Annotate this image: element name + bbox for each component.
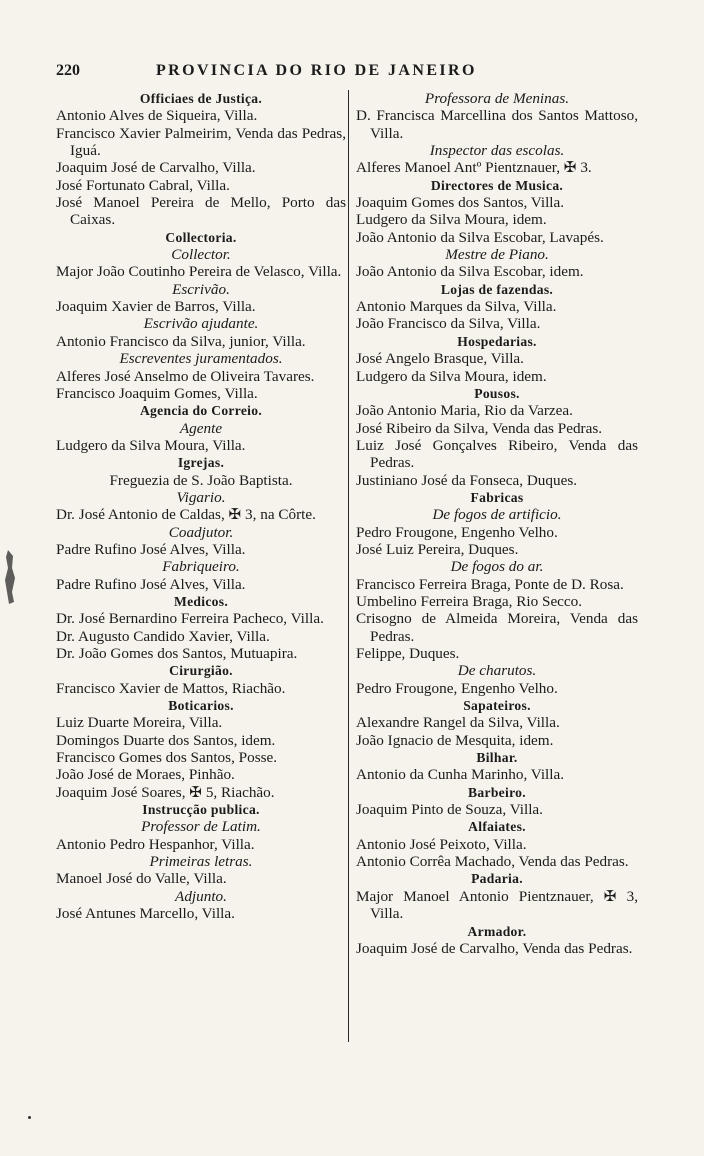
right-column-heading-line: Barbeiro. bbox=[468, 784, 526, 800]
left-column-entry-line: Francisco Joaquim Gomes, Villa. bbox=[56, 384, 258, 402]
left-column-subheading-line: Escrivão ajudante. bbox=[143, 315, 259, 333]
page-speck bbox=[28, 1116, 31, 1119]
right-column bbox=[356, 90, 638, 957]
right-column-entry-line: João Francisco da Silva, Villa. bbox=[356, 315, 541, 333]
right-column-entry-line: D. Francisca Marcellina dos Santos Mattoso, Villa. bbox=[356, 107, 638, 142]
left-column-heading-line: Boticarios. bbox=[168, 698, 234, 714]
left-column-subheading-line: Escrivão. bbox=[172, 280, 230, 298]
left-column-heading-line: Cirurgião. bbox=[169, 663, 233, 679]
right-column-entry-line: Francisco Ferreira Braga, Ponte de D. Rosa. bbox=[356, 575, 624, 593]
left-column-entry-line: José Fortunato Cabral, Villa. bbox=[56, 176, 230, 194]
left-column-heading-line: Medicos. bbox=[173, 593, 229, 609]
left-column-entry-line: Dr. Augusto Candido Xavier, Villa. bbox=[56, 627, 270, 645]
right-column-subheading-line: Mestre de Piano. bbox=[445, 246, 549, 264]
right-column-entry-line: Antonio José Peixoto, Villa. bbox=[356, 835, 527, 853]
right-column-entry-line: Joaquim Gomes dos Santos, Villa. bbox=[356, 194, 565, 212]
left-column-subheading-line: Fabriqueiro. bbox=[162, 558, 240, 576]
left-column-entry-line: Dr. João Gomes dos Santos, Mutuapira. bbox=[56, 645, 298, 662]
left-column-entry-line: Francisco Xavier de Mattos, Riachão. bbox=[56, 679, 286, 697]
left-column-subheading-line: Escreventes juramentados. bbox=[119, 350, 283, 368]
left-column-entry-line: José Manoel Pereira de Mello, Porto das Caixas. bbox=[56, 194, 346, 229]
right-column-heading-line: Lojas de fazendas. bbox=[440, 281, 554, 297]
right-column-entry-line: Joaquim José de Carvalho, Venda das Pedras. bbox=[356, 939, 633, 957]
right-column-heading-line: Sapateiros. bbox=[463, 698, 531, 714]
right-column-subheading-line: De fogos do ar. bbox=[450, 558, 544, 576]
right-column-entry-line: João Ignacio de Mesquita, idem. bbox=[356, 731, 554, 749]
left-column-entry-line: Padre Rufino José Alves, Villa. bbox=[56, 575, 246, 593]
left-column-subheading-line: Adjunto. bbox=[175, 887, 227, 905]
right-column-subheading-line: Inspector das escolas. bbox=[429, 142, 565, 160]
left-column-entry-line: Antonio Pedro Hespanhor, Villa. bbox=[56, 835, 255, 853]
right-column-heading-line: Armador. bbox=[467, 923, 527, 939]
right-column-heading-line: Alfaiates. bbox=[468, 819, 526, 835]
right-column-subheading-line: De charutos. bbox=[457, 662, 537, 680]
left-column-entry-line: Francisco Gomes dos Santos, Posse. bbox=[56, 749, 278, 767]
right-column-entry-line: Felippe, Duques. bbox=[356, 645, 460, 662]
left-column-entry-line: José Antunes Marcello, Villa. bbox=[56, 905, 235, 923]
right-column-entry-line: Umbelino Ferreira Braga, Rio Secco. bbox=[356, 592, 583, 610]
right-column-entry-line: Alferes Manoel Antº Pientznauer, ✠ 3. bbox=[356, 159, 592, 177]
margin-ink-blot bbox=[2, 548, 18, 606]
left-column bbox=[56, 90, 346, 923]
right-column-heading-line: Pousos. bbox=[474, 385, 520, 401]
right-column-entry-line: Ludgero da Silva Moura, idem. bbox=[356, 367, 547, 385]
right-column-heading-line: Hospedarias. bbox=[457, 333, 537, 349]
left-column-entry-line: Domingos Duarte dos Santos, idem. bbox=[56, 731, 276, 749]
right-column-entry-line: José Angelo Brasque, Villa. bbox=[356, 350, 524, 368]
right-column-entry-line: Major Manoel Antonio Pientznauer, ✠ 3, Villa. bbox=[356, 887, 638, 923]
page-header bbox=[56, 62, 638, 84]
left-column-entry-line: Joaquim José de Carvalho, Villa. bbox=[56, 159, 256, 177]
left-column-entry-line: Francisco Xavier Palmeirim, Venda das Pedras, Iguá. bbox=[56, 124, 346, 160]
left-column-subheading-line: Agente bbox=[179, 419, 223, 437]
left-column-entry-line: Manoel José do Valle, Villa. bbox=[56, 870, 227, 888]
right-column-entry-line: João Antonio da Silva Escobar, Lavapés. bbox=[356, 228, 604, 246]
left-column-entry-line: Major João Coutinho Pereira de Velasco, Villa. bbox=[56, 263, 342, 281]
right-column-entry-line: Pedro Frougone, Engenho Velho. bbox=[356, 679, 558, 697]
page-title: PROVINCIA DO RIO DE JANEIRO bbox=[156, 62, 477, 79]
right-column-entry-line: Alexandre Rangel da Silva, Villa. bbox=[356, 714, 560, 732]
left-column-entry-line: Joaquim Xavier de Barros, Villa. bbox=[56, 298, 256, 316]
left-column-heading-line: Officiaes de Justiça. bbox=[139, 91, 263, 106]
right-column-entry-line: José Luiz Pereira, Duques. bbox=[356, 540, 519, 558]
left-column-entry-line: Padre Rufino José Alves, Villa. bbox=[56, 540, 246, 558]
right-column-entry-line: João Antonio Maria, Rio da Varzea. bbox=[356, 402, 573, 420]
page-number: 220 bbox=[56, 62, 80, 79]
right-column-subheading-line: De fogos de artificio. bbox=[432, 506, 562, 524]
right-column-entry-line: Antonio Corrêa Machado, Venda das Pedras. bbox=[356, 853, 629, 871]
left-column-heading-line: Igrejas. bbox=[177, 455, 225, 471]
right-column-entry-line: João Antonio da Silva Escobar, idem. bbox=[356, 263, 584, 281]
left-column-entry-line: Joaquim José Soares, ✠ 5, Riachão. bbox=[56, 783, 275, 801]
right-column-entry-line: Justiniano José da Fonseca, Duques. bbox=[356, 471, 578, 489]
right-column-subheading-line: Professora de Meninas. bbox=[424, 90, 570, 107]
left-column-heading-line: Collectoria. bbox=[165, 229, 237, 245]
left-column-entry-line: Dr. José Bernardino Ferreira Pacheco, Villa. bbox=[56, 610, 324, 628]
left-column-subheading-line: Professor de Latim. bbox=[141, 818, 261, 836]
right-column-entry-line: Pedro Frougone, Engenho Velho. bbox=[356, 523, 558, 541]
left-column-subheading-line: Primeiras letras. bbox=[149, 853, 253, 871]
left-column-entry-line: Antonio Francisco da Silva, junior, Villa. bbox=[56, 332, 306, 350]
left-column-subheading-line: Collector. bbox=[171, 246, 231, 264]
left-column-subheading-line: Vigario. bbox=[176, 488, 226, 506]
right-column-heading-line: Fabricas bbox=[470, 489, 524, 505]
right-column-entry-line: Crisogno de Almeida Moreira, Venda das Pedras. bbox=[356, 610, 638, 645]
right-column-entry-line: Antonio Marques da Silva, Villa. bbox=[356, 298, 557, 316]
left-column-heading-line: Agencia do Correio. bbox=[139, 403, 263, 419]
right-column-entry-line: Antonio da Cunha Marinho, Villa. bbox=[356, 766, 565, 784]
left-column-entry-line: Dr. José Antonio de Caldas, ✠ 3, na Côrte. bbox=[56, 506, 316, 524]
left-column-entry-line: Ludgero da Silva Moura, Villa. bbox=[56, 436, 246, 454]
right-column-entry-line: Joaquim Pinto de Souza, Villa. bbox=[356, 801, 543, 819]
right-column-heading-line: Padaria. bbox=[471, 871, 523, 887]
right-column-entry-line: Ludgero da Silva Moura, idem. bbox=[356, 211, 547, 229]
right-column-entry-line: Luiz José Gonçalves Ribeiro, Venda das Pedras. bbox=[356, 436, 638, 472]
right-column-heading-line: Directores de Musica. bbox=[430, 177, 564, 193]
left-column-subheading-line: Coadjutor. bbox=[168, 523, 234, 541]
left-column-entry-line: João José de Moraes, Pinhão. bbox=[56, 766, 235, 784]
right-column-entry-line: José Ribeiro da Silva, Venda das Pedras. bbox=[356, 419, 603, 437]
left-column-centered-line: Freguezia de S. João Baptista. bbox=[109, 471, 293, 489]
left-column-entry-line: Alferes José Anselmo de Oliveira Tavares. bbox=[56, 367, 315, 385]
left-column-heading-line: Instrucção publica. bbox=[142, 802, 260, 818]
right-column-heading-line: Bilhar. bbox=[476, 750, 518, 766]
left-column-entry-line: Luiz Duarte Moreira, Villa. bbox=[56, 714, 223, 732]
left-column-entry-line: Antonio Alves de Siqueira, Villa. bbox=[56, 107, 258, 125]
column-divider bbox=[348, 90, 349, 1042]
